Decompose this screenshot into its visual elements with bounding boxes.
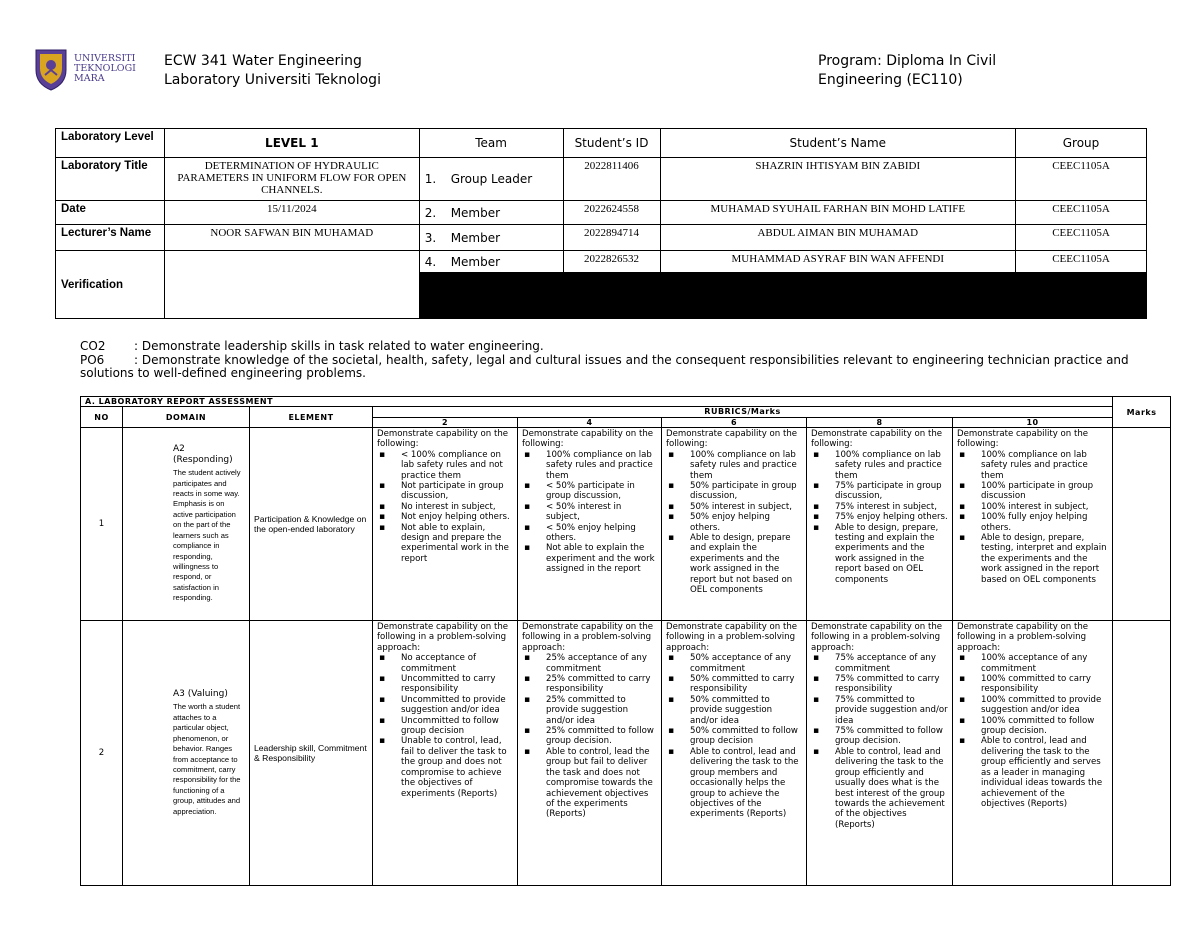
team-header: Team (419, 129, 563, 158)
criteria-item: ▪ 75% committed to carry responsibility (835, 674, 948, 695)
criteria-list (811, 450, 948, 585)
criteria-item: ▪ < 100% compliance on lab safety rules and not practice them (401, 450, 513, 481)
criteria-item: ▪ 100% committed to follow group decision. (981, 716, 1108, 737)
rubric-intro: Demonstrate capability on the following: (377, 429, 509, 450)
rubric-cell (662, 621, 807, 886)
score-header: 10 (953, 418, 1113, 428)
co2-line: CO2 : Demonstrate leadership skills in task related to water engineering. (80, 339, 544, 353)
score-header: 2 (373, 418, 518, 428)
criteria-item: ▪ Able to control, lead and delivering the task to the group efficiently and usually does what is the best interest of the group towards the achievement of the objectives (Reports) (835, 747, 948, 830)
criteria-item: ▪ Able to design, prepare, testing and explain the experiments and the work assigned in the report based on OEL components (835, 523, 948, 585)
criteria-item: ▪ 50% committed to follow group decision (690, 726, 802, 747)
logo-wordmark: UNIVERSITI TEKNOLOGI MARA (74, 53, 136, 84)
criteria-item: ▪ Unable to control, lead, fail to deliver the task to the group and does not compromise to achieve the objectives of experiments (Reports) (401, 736, 513, 798)
criteria-list (522, 450, 657, 575)
criteria-item: ▪ < 50% enjoy helping others. (546, 523, 657, 544)
criteria-item: ▪ 100% committed to carry responsibility (981, 674, 1108, 695)
criteria-item: ▪ No acceptance of commitment (401, 653, 513, 674)
score-header: 8 (807, 418, 953, 428)
criteria-item: ▪ 100% interest in subject, (981, 502, 1108, 512)
redacted-block (419, 273, 1146, 319)
member-id: 2022624558 (563, 201, 660, 225)
criteria-item: ▪ 50% acceptance of any commitment (690, 653, 802, 674)
criteria-item: ▪ 100% compliance on lab safety rules and practice them (835, 450, 948, 481)
criteria-list (522, 653, 657, 820)
rubric-cell (518, 621, 662, 886)
element-cell: Participation & Knowledge on the open-ended laboratory (250, 428, 373, 621)
verification-box (164, 251, 419, 319)
criteria-item: ▪ Able to design, prepare, testing, interpret and explain the experiments and the work assigned in the report based on OEL components (981, 533, 1108, 585)
criteria-item: ▪ Uncommitted to carry responsibility (401, 674, 513, 695)
element-cell: Leadership skill, Commitment & Responsibility (250, 621, 373, 886)
criteria-item: ▪ 100% compliance on lab safety rules and practice them (546, 450, 657, 481)
criteria-list (377, 653, 513, 799)
student-id-header: Student’s ID (563, 129, 660, 158)
course-title: ECW 341 Water Engineering Laboratory Universiti Teknologi (164, 53, 381, 88)
lab-title-value: DETERMINATION OF HYDRAULIC PARAMETERS IN UNIFORM FLOW FOR OPEN CHANNELS. (164, 158, 419, 201)
row-number: 1 (81, 428, 123, 621)
lecturer-label: Lecturer’s Name (56, 225, 165, 251)
criteria-item: ▪ 75% committed to provide suggestion and/or idea (835, 695, 948, 726)
domain-title: A3 (Valuing) (173, 689, 228, 700)
member-name: ABDUL AIMAN BIN MUHAMAD (660, 225, 1016, 251)
criteria-item: ▪ 100% participate in group discussion (981, 481, 1108, 502)
criteria-item: ▪ 50% enjoy helping others. (690, 512, 802, 533)
no-header: NO (81, 407, 123, 428)
document-header (34, 44, 1174, 94)
member-id: 2022811406 (563, 158, 660, 201)
domain-description: The worth a student attaches to a particular object, phenomenon, or behavior. Ranges from acceptance to commitment, carry responsibility for the functioning of a group, attitudes and appreciation. (173, 702, 241, 816)
criteria-item: ▪ 100% compliance on lab safety rules and practice them (981, 450, 1108, 481)
rubric-row (81, 621, 1171, 886)
criteria-list (377, 450, 513, 564)
rubric-intro: Demonstrate capability on the following in a problem-solving approach: (377, 622, 509, 653)
marks-header: Marks (1113, 397, 1171, 428)
criteria-item: ▪ 50% committed to carry responsibility (690, 674, 802, 695)
rubric-intro: Demonstrate capability on the following: (522, 429, 654, 450)
criteria-item: ▪ Not participate in group discussion, (401, 481, 513, 502)
member-role: 2. Member (419, 201, 563, 225)
criteria-item: ▪ Able to control, lead and delivering the task to the group members and occasionally helps the group to achieve the objectives of the experiments (Reports) (690, 747, 802, 820)
group-header: Group (1016, 129, 1147, 158)
rubric-intro: Demonstrate capability on the following in a problem-solving approach: (957, 622, 1089, 653)
rubric-cell (807, 428, 953, 621)
rubric-intro: Demonstrate capability on the following: (957, 429, 1089, 450)
rubric-intro: Demonstrate capability on the following in a problem-solving approach: (666, 622, 798, 653)
criteria-item: ▪ 50% committed to provide suggestion and/or idea (690, 695, 802, 726)
uitm-crest-icon (34, 48, 68, 92)
verification-label: Verification (56, 251, 165, 319)
student-name-header: Student’s Name (660, 129, 1016, 158)
member-group: CEEC1105A (1016, 201, 1147, 225)
element-header: ELEMENT (250, 407, 373, 428)
criteria-item: ▪ Uncommitted to follow group decision (401, 716, 513, 737)
criteria-item: ▪ Not able to explain, design and prepare the experimental work in the report (401, 523, 513, 565)
domain-cell (123, 428, 250, 621)
criteria-item: ▪ Not enjoy helping others. (401, 512, 513, 522)
rubric-cell (807, 621, 953, 886)
rubric-table (80, 396, 1171, 886)
criteria-item: ▪ Able to design, prepare and explain the experiments and the work assigned in the report but not based on OEL components (690, 533, 802, 595)
criteria-item: ▪ 50% participate in group discussion, (690, 481, 802, 502)
program-title: Program: Diploma In Civil Engineering (EC110) (818, 53, 997, 88)
criteria-item: ▪ 25% committed to follow group decision. (546, 726, 657, 747)
criteria-list (957, 653, 1108, 809)
rubric-cell (373, 428, 518, 621)
member-role: 4. Member (419, 251, 563, 273)
score-header: 6 (662, 418, 807, 428)
criteria-item: ▪ 75% interest in subject, (835, 502, 948, 512)
member-id: 2022894714 (563, 225, 660, 251)
row-number: 2 (81, 621, 123, 886)
member-group: CEEC1105A (1016, 251, 1147, 273)
uitm-logo (34, 48, 134, 94)
rubric-intro: Demonstrate capability on the following: (666, 429, 798, 450)
criteria-list (811, 653, 948, 830)
rubric-cell (953, 621, 1113, 886)
rubric-intro: Demonstrate capability on the following in a problem-solving approach: (522, 622, 654, 653)
criteria-item: ▪ Able to control, lead and delivering the task to the group efficiently and serves as a leader in managing individual ideas towards the achievement of the objectives (Reports) (981, 736, 1108, 809)
criteria-item: ▪ < 50% participate in group discussion, (546, 481, 657, 502)
rubric-intro: Demonstrate capability on the following: (811, 429, 943, 450)
domain-description: The student actively participates and reacts in some way. Emphasis is on active participation on the part of the learners such as compliance in responding, willingness to respond, or satisfaction in responding. (173, 468, 241, 603)
criteria-item: ▪ 50% interest in subject, (690, 502, 802, 512)
date-value: 15/11/2024 (164, 201, 419, 225)
date-label: Date (56, 201, 165, 225)
rubric-cell (953, 428, 1113, 621)
member-name: MUHAMMAD ASYRAF BIN WAN AFFENDI (660, 251, 1016, 273)
domain-header: DOMAIN (123, 407, 250, 428)
criteria-item: ▪ 75% committed to follow group decision. (835, 726, 948, 747)
criteria-item: ▪ 100% acceptance of any commitment (981, 653, 1108, 674)
domain-title: A2 (Responding) (173, 444, 233, 465)
criteria-list (666, 653, 802, 820)
lab-info-table (55, 128, 1147, 319)
criteria-item: ▪ Not able to explain the experiment and the work assigned in the report (546, 543, 657, 574)
criteria-item: ▪ 100% fully enjoy helping others. (981, 512, 1108, 533)
domain-cell (123, 621, 250, 886)
lab-title-label: Laboratory Title (56, 158, 165, 201)
criteria-item: ▪ 75% acceptance of any commitment (835, 653, 948, 674)
criteria-item: ▪ 25% committed to provide suggestion and/or idea (546, 695, 657, 726)
member-id: 2022826532 (563, 251, 660, 273)
criteria-item: ▪ 100% committed to provide suggestion and/or idea (981, 695, 1108, 716)
rubric-cell (662, 428, 807, 621)
criteria-item: ▪ 75% enjoy helping others. (835, 512, 948, 522)
member-group: CEEC1105A (1016, 225, 1147, 251)
criteria-item: ▪ Uncommitted to provide suggestion and/or idea (401, 695, 513, 716)
lab-level-value: LEVEL 1 (164, 129, 419, 158)
member-role: 1. Group Leader (419, 158, 563, 201)
course-outcomes (80, 340, 1160, 381)
criteria-item: ▪ < 50% interest in subject, (546, 502, 657, 523)
section-title: A. LABORATORY REPORT ASSESSMENT (81, 397, 1113, 407)
member-name: SHAZRIN IHTISYAM BIN ZABIDI (660, 158, 1016, 201)
criteria-item: ▪ No interest in subject, (401, 502, 513, 512)
rubrics-header: RUBRICS/Marks (373, 407, 1113, 418)
criteria-item: ▪ 100% compliance on lab safety rules and practice them (690, 450, 802, 481)
member-name: MUHAMAD SYUHAIL FARHAN BIN MOHD LATIFE (660, 201, 1016, 225)
lab-level-label: Laboratory Level (56, 129, 165, 158)
criteria-item: ▪ 25% committed to carry responsibility (546, 674, 657, 695)
member-role: 3. Member (419, 225, 563, 251)
rubric-row (81, 428, 1171, 621)
rubric-intro: Demonstrate capability on the following in a problem-solving approach: (811, 622, 943, 653)
marks-cell (1113, 428, 1171, 621)
rubric-cell (373, 621, 518, 886)
criteria-item: ▪ 75% participate in group discussion, (835, 481, 948, 502)
po6-line: PO6 : Demonstrate knowledge of the societal, health, safety, legal and cultural issues and the consequent responsibilities relevant to engineering technician practice and solutions to well-defined engineering problems. (80, 352, 1129, 380)
score-header: 4 (518, 418, 662, 428)
criteria-item: ▪ 25% acceptance of any commitment (546, 653, 657, 674)
criteria-list (957, 450, 1108, 585)
lecturer-value: NOOR SAFWAN BIN MUHAMAD (164, 225, 419, 251)
criteria-item: ▪ Able to control, lead the group but fail to deliver the task and does not compromise towards the achievement objectives of the experiments (Reports) (546, 747, 657, 820)
rubric-cell (518, 428, 662, 621)
criteria-list (666, 450, 802, 596)
member-group: CEEC1105A (1016, 158, 1147, 201)
marks-cell (1113, 621, 1171, 886)
